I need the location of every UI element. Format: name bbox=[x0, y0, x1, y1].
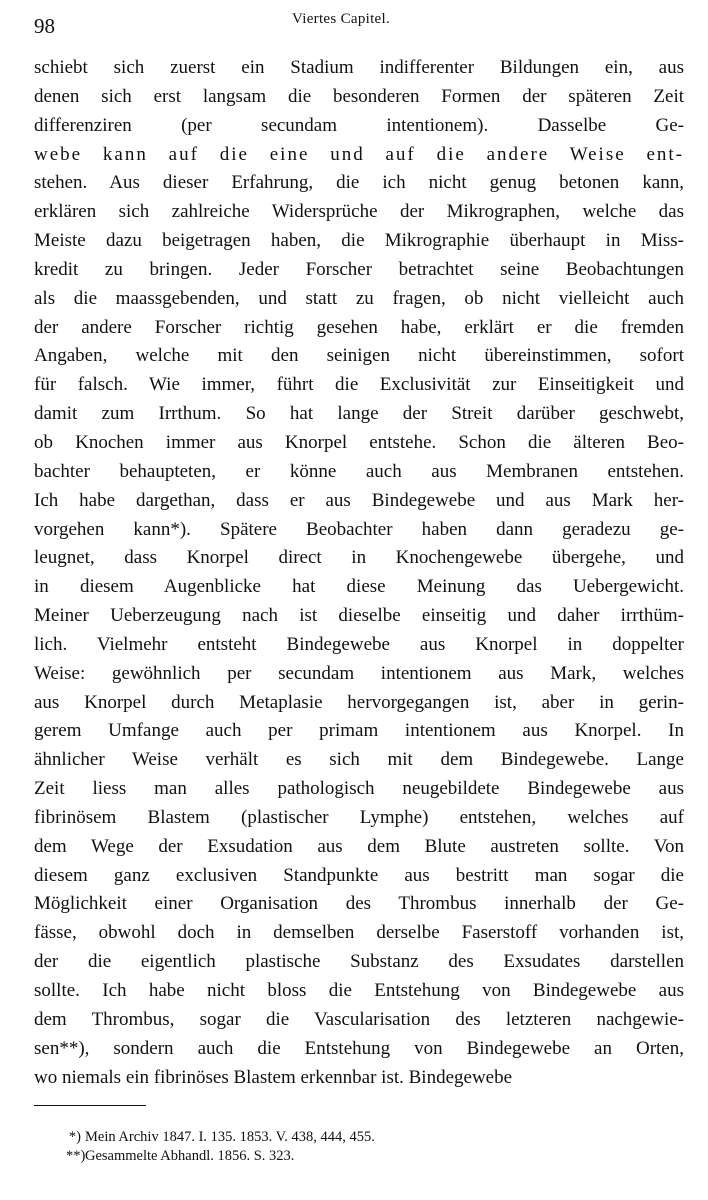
text-line: vorgehen kann*). Spätere Beobachter haben dann geradezu ge- bbox=[34, 518, 684, 540]
text-line: differenziren (per secundam intentionem). Dasselbe Ge- bbox=[34, 114, 684, 136]
page-number: 98 bbox=[34, 14, 55, 38]
text-line: dem Wege der Exsudation aus dem Blute austreten sollte. Von bbox=[34, 835, 684, 857]
text-line: ob Knochen immer aus Knorpel entstehe. Schon die älteren Beo- bbox=[34, 431, 684, 453]
footnote-text: Mein Archiv 1847. I. 135. 1853. V. 438, 444, 455. bbox=[85, 1129, 375, 1145]
footnote-marker: *) bbox=[68, 1129, 81, 1145]
text-line: damit zum Irrthum. So hat lange der Streit darüber geschwebt, bbox=[34, 403, 684, 425]
text-line: Meiste dazu beigetragen haben, die Mikrographie überhaupt in Miss- bbox=[34, 230, 684, 252]
text-line: fibrinösem Blastem (plastischer Lymphe) entstehen, welches auf bbox=[34, 806, 684, 828]
text-line: Möglichkeit einer Organisation des Thrombus innerhalb der Ge- bbox=[34, 893, 684, 915]
text-line: schiebt sich zuerst ein Stadium indifferenter Bildungen ein, aus bbox=[34, 57, 684, 78]
text-line: für falsch. Wie immer, führt die Exclusivität zur Einseitigkeit und bbox=[34, 374, 684, 396]
footnote-marker: **) bbox=[66, 1148, 86, 1164]
footnote bbox=[66, 1147, 375, 1166]
text-line: wo niemals ein fibrinöses Blastem erkennbar ist. Bindegewebe bbox=[34, 1066, 513, 1088]
body-text bbox=[34, 54, 684, 1092]
text-line: stehen. Aus dieser Erfahrung, die ich nicht genug betonen kann, bbox=[34, 172, 684, 194]
running-head: Viertes Capitel. bbox=[292, 11, 391, 27]
text-line: sollte. Ich habe nicht bloss die Entstehung von Bindegewebe aus bbox=[34, 980, 684, 1001]
footnotes bbox=[66, 1128, 375, 1166]
text-line: Ich habe dargethan, dass er aus Bindegewebe und aus Mark her- bbox=[34, 489, 684, 511]
text-line: Meiner Ueberzeugung nach ist dieselbe einseitig und daher irrthüm- bbox=[34, 605, 684, 627]
text-line: bachter behaupteten, er könne auch aus Membranen entstehen. bbox=[34, 460, 684, 482]
text-line: dem Thrombus, sogar die Vascularisation des letzteren nachgewie- bbox=[34, 1008, 684, 1030]
text-line: der die eigentlich plastische Substanz des Exsudates darstellen bbox=[34, 951, 684, 973]
text-line: gerem Umfange auch per primam intentionem aus Knorpel. In bbox=[34, 720, 684, 742]
text-line: sen**), sondern auch die Entstehung von Bindegewebe an Orten, bbox=[34, 1037, 684, 1059]
text-line: ähnlicher Weise verhält es sich mit dem Bindegewebe. Lange bbox=[34, 749, 684, 771]
text-line: fässe, obwohl doch in demselben derselbe Faserstoff vorhanden ist, bbox=[34, 922, 684, 944]
text-line: als die maassgebenden, und statt zu fragen, ob nicht vielleicht auch bbox=[34, 287, 684, 309]
text-line: der andere Forscher richtig gesehen habe, erklärt er die fremden bbox=[34, 316, 684, 338]
text-line: in diesem Augenblicke hat diese Meinung das Uebergewicht. bbox=[34, 576, 684, 598]
text-line: lich. Vielmehr entsteht Bindegewebe aus Knorpel in doppelter bbox=[34, 633, 684, 655]
footnote-text: Gesammelte Abhandl. 1856. S. 323. bbox=[85, 1148, 295, 1164]
text-line: diesem ganz exclusiven Standpunkte aus bestritt man sogar die bbox=[34, 864, 684, 886]
text-line: aus Knorpel durch Metaplasie hervorgegangen ist, aber in gerin- bbox=[34, 691, 684, 713]
text-line: Zeit liess man alles pathologisch neugebildete Bindegewebe aus bbox=[34, 778, 684, 800]
text-line: Weise: gewöhnlich per secundam intentionem aus Mark, welches bbox=[34, 662, 684, 684]
footnote bbox=[66, 1128, 375, 1147]
footnote-rule bbox=[34, 1105, 146, 1106]
text-line: kredit zu bringen. Jeder Forscher betrachtet seine Beobachtungen bbox=[34, 258, 684, 280]
text-line: leugnet, dass Knorpel direct in Knochengewebe übergehe, und bbox=[34, 547, 684, 569]
text-line: erklären sich zahlreiche Widersprüche der Mikrographen, welche das bbox=[34, 201, 684, 223]
text-line: Angaben, welche mit den seinigen nicht übereinstimmen, sofort bbox=[34, 345, 684, 367]
text-line: webe kann auf die eine und auf die andere Weise ent- bbox=[34, 143, 684, 165]
text-line: denen sich erst langsam die besonderen Formen der späteren Zeit bbox=[34, 85, 684, 107]
